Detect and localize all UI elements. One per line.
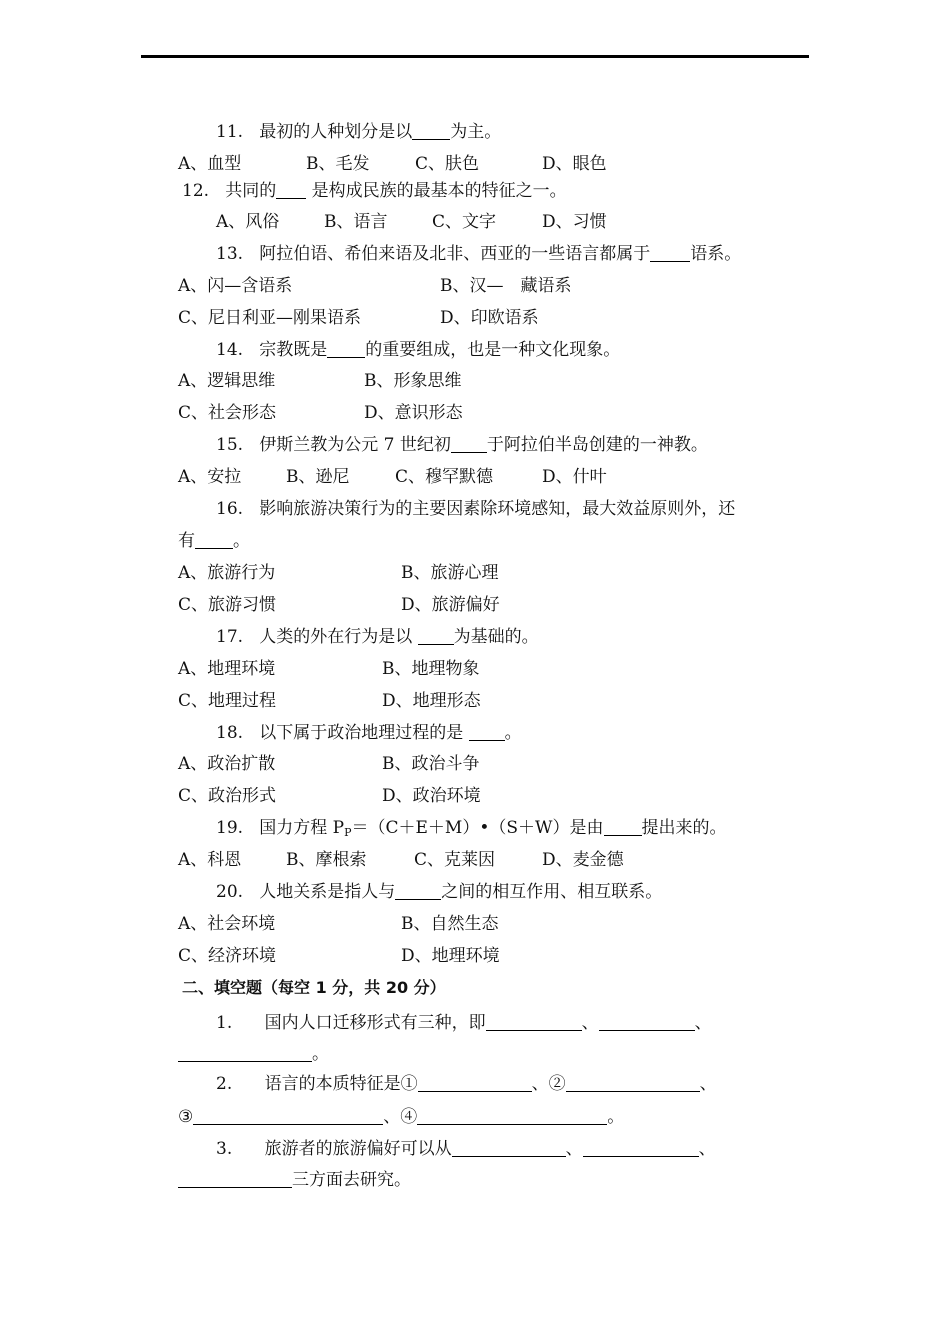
question-text: 最初的人种划分是以 [259,122,413,142]
options-14-row1 [178,370,678,392]
question-text: 于阿拉伯半岛创建的一神教。 [486,435,708,455]
options-13-row2 [178,307,678,329]
option-a[interactable]: A、闪—含语系 [178,276,293,296]
options-18-row2 [178,785,678,807]
question-11 [216,121,501,143]
question-number: 20. [216,882,244,902]
option-a[interactable]: A、科恩 [178,850,242,870]
question-text: 国力方程 P [259,818,345,838]
answer-blank[interactable] [566,1075,700,1092]
question-number: 15. [216,435,244,455]
option-d[interactable]: D、印欧语系 [440,308,539,328]
separator: 、 [699,1074,717,1094]
question-text: 人地关系是指人与 [259,882,396,902]
question-text: 影响旅游决策行为的主要因素除环境感知，最大效益原则外，还 [259,499,736,519]
question-text: 伊斯兰教为公元 7 世纪初 [259,435,451,455]
question-text: 人类的外在行为是以 [259,627,418,647]
answer-blank[interactable] [327,341,365,358]
option-d[interactable]: D、意识形态 [364,403,463,423]
question-number: 13. [216,244,244,264]
fill-question-1-cont [178,1043,329,1065]
fill-question-2-cont [178,1106,624,1128]
separator: 、④ [383,1107,418,1127]
option-c[interactable]: C、经济环境 [178,946,277,966]
question-text: 阿拉伯语、希伯来语及北非、西亚的一些语言都属于 [259,244,651,264]
options-12 [216,211,696,233]
fill-question-1 [216,1012,712,1034]
question-text: 提出来的。 [641,818,727,838]
question-number: 14. [216,340,244,360]
answer-blank[interactable] [452,1140,566,1157]
question-text: 。 [504,723,522,743]
option-d[interactable]: D、麦金德 [542,850,624,870]
option-d[interactable]: D、什叶 [542,467,607,487]
question-text: 。 [607,1107,625,1127]
option-a[interactable]: A、血型 [178,154,242,174]
section-heading: 二、填空题（每空 1 分，共 20 分） [182,978,446,997]
options-20-row1 [178,913,678,935]
question-text: 之间的相互作用、相互联系。 [441,882,663,902]
option-d[interactable]: D、旅游偏好 [401,595,500,615]
separator: 、② [531,1074,566,1094]
question-13 [216,243,741,265]
option-b[interactable]: B、形象思维 [364,371,462,391]
option-b[interactable]: B、政治斗争 [382,754,480,774]
option-c[interactable]: C、文字 [432,212,497,232]
answer-blank[interactable] [583,1140,699,1157]
option-a[interactable]: A、风俗 [216,212,280,232]
options-17-row2 [178,690,678,712]
option-c[interactable]: C、肤色 [415,154,480,174]
header-rule [141,55,809,58]
question-text: 是构成民族的最基本的特征之一。 [306,181,567,201]
option-c[interactable]: C、尼日利亚—刚果语系 [178,308,362,328]
option-c[interactable]: C、地理过程 [178,691,277,711]
question-text: ＝（C＋E＋M）•（S＋W）是由 [351,818,604,838]
answer-blank[interactable] [451,436,487,453]
question-number: 18. [216,723,244,743]
option-b[interactable]: B、摩根索 [286,850,367,870]
question-16 [216,498,735,520]
answer-blank[interactable] [650,245,690,262]
question-19 [216,817,727,844]
question-17 [216,626,539,648]
question-16-cont [178,530,250,552]
answer-blank[interactable] [412,123,450,140]
question-text: 为基础的。 [453,627,539,647]
answer-blank[interactable] [418,1075,532,1092]
options-19 [178,849,678,871]
question-text: 宗教既是 [259,340,328,360]
option-d[interactable]: D、眼色 [542,154,607,174]
question-text: 国内人口迁移形式有三种，即 [264,1013,486,1033]
question-number: 3. [216,1139,233,1159]
question-text: 以下属于政治地理过程的是 [259,723,469,743]
question-number: 12. [182,181,210,201]
option-c[interactable]: C、穆罕默德 [395,467,494,487]
question-number: 17. [216,627,244,647]
answer-blank[interactable] [195,532,233,549]
question-number: 1. [216,1013,233,1033]
option-d[interactable]: D、习惯 [542,212,607,232]
option-b[interactable]: B、汉— 藏语系 [440,276,572,296]
answer-blank[interactable] [178,1171,292,1188]
options-13-row1 [178,275,678,297]
question-text: 语系。 [690,244,742,264]
option-a[interactable]: A、安拉 [178,467,242,487]
question-20 [216,881,662,903]
option-a[interactable]: A、社会环境 [178,914,276,934]
separator: 、 [581,1013,599,1033]
answer-blank[interactable] [599,1014,695,1031]
question-18 [216,722,522,744]
question-text: 共同的 [225,181,277,201]
question-14 [216,339,620,361]
fill-question-3 [216,1138,716,1160]
question-number: 19. [216,818,244,838]
separator: 、 [698,1139,716,1159]
option-b[interactable]: B、旅游心理 [401,563,499,583]
question-15 [216,434,708,456]
option-c[interactable]: C、政治形式 [178,786,277,806]
options-16-row2 [178,594,678,616]
answer-blank[interactable] [418,628,454,645]
question-number: 2. [216,1074,233,1094]
option-b[interactable]: B、逊尼 [286,467,350,487]
option-c[interactable]: C、社会形态 [178,403,277,423]
question-text: 。 [233,531,250,551]
option-d[interactable]: D、地理环境 [401,946,500,966]
answer-blank[interactable] [486,1014,582,1031]
options-17-row1 [178,658,678,680]
options-16-row1 [178,562,678,584]
answer-blank[interactable] [395,883,441,900]
answer-blank[interactable] [604,819,642,836]
option-d[interactable]: D、地理形态 [382,691,481,711]
options-14-row2 [178,402,678,424]
option-b[interactable]: B、自然生态 [401,914,499,934]
option-b[interactable]: B、语言 [324,212,388,232]
separator: 、 [694,1013,712,1033]
question-text: 旅游者的旅游偏好可以从 [264,1139,452,1159]
option-b[interactable]: B、毛发 [306,154,370,174]
answer-blank[interactable] [417,1108,607,1125]
option-c[interactable]: C、克莱因 [414,850,496,870]
subscript: P [344,826,352,839]
answer-blank[interactable] [193,1108,383,1125]
option-b[interactable]: B、地理物象 [382,659,480,679]
question-text: 为主。 [450,122,502,142]
separator: 、 [565,1139,583,1159]
question-text: 的重要组成，也是一种文化现象。 [365,340,621,360]
question-text: 语言的本质特征是① [264,1074,418,1094]
question-text: 有 [178,531,195,551]
fill-question-2 [216,1073,717,1095]
option-d[interactable]: D、政治环境 [382,786,481,806]
question-number: 16. [216,499,244,519]
options-11 [178,153,698,175]
options-20-row2 [178,945,678,967]
answer-blank[interactable] [178,1045,312,1062]
fill-question-3-cont [178,1169,411,1191]
question-text: 三方面去研究。 [292,1170,411,1190]
option-c[interactable]: C、旅游习惯 [178,595,277,615]
options-18-row1 [178,753,678,775]
question-12 [182,180,567,202]
option-a[interactable]: A、逻辑思维 [178,371,276,391]
option-a[interactable]: A、旅游行为 [178,563,276,583]
option-a[interactable]: A、政治扩散 [178,754,276,774]
question-text: ③ [178,1107,194,1127]
question-number: 11. [216,122,244,142]
options-15 [178,466,678,488]
question-text: 。 [312,1044,329,1064]
option-a[interactable]: A、地理环境 [178,659,276,679]
answer-blank[interactable] [469,724,505,741]
answer-blank[interactable] [276,182,306,199]
